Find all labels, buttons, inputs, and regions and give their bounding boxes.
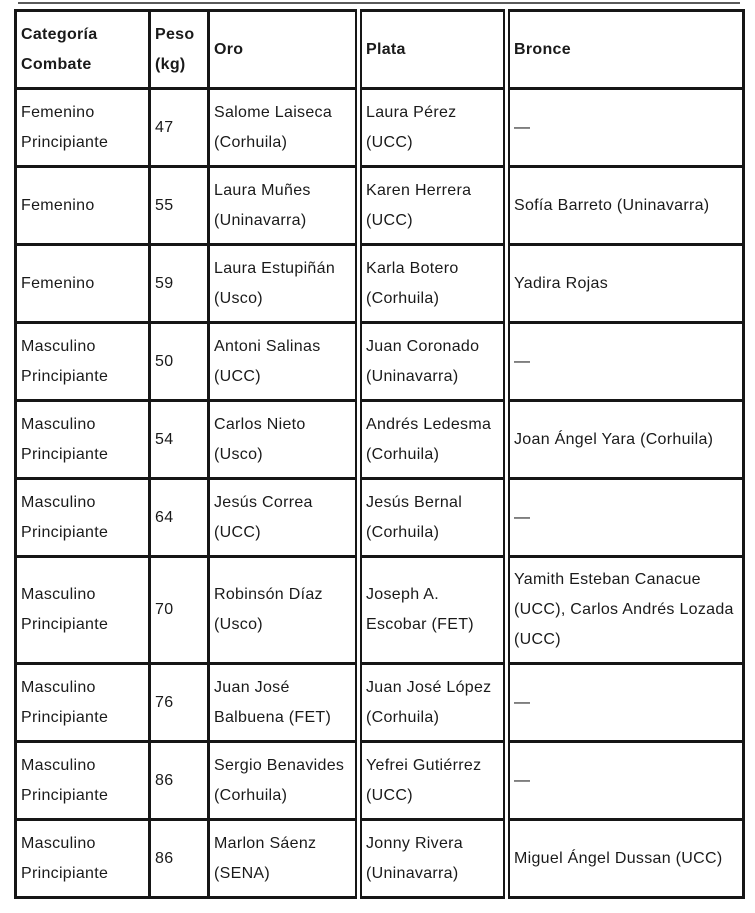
cell-categoria: Masculino Principiante [16,820,150,898]
column-header-bronce: Bronce [507,11,744,89]
cell-categoria: Masculino Principiante [16,664,150,742]
cell-categoria: Masculino Principiante [16,557,150,664]
cell-plata: Jesús Bernal (Corhuila) [359,479,507,557]
cell-bronce: Yadira Rojas [507,245,744,323]
cell-peso: 76 [150,664,209,742]
table-row [16,401,744,479]
cell-oro: Laura Estupiñán (Usco) [209,245,359,323]
cell-peso: 54 [150,401,209,479]
cell-categoria: Masculino Principiante [16,479,150,557]
column-header-plata: Plata [359,11,507,89]
header-row [16,11,744,89]
cell-peso: 64 [150,479,209,557]
table-row [16,742,744,820]
cell-bronce: — [507,479,744,557]
cell-bronce: — [507,89,744,167]
cell-peso: 55 [150,167,209,245]
cell-plata: Juan Coronado (Uninavarra) [359,323,507,401]
cell-categoria: Femenino [16,167,150,245]
cell-peso: 47 [150,89,209,167]
cell-oro: Carlos Nieto (Usco) [209,401,359,479]
cell-oro: Marlon Sáenz (SENA) [209,820,359,898]
column-header-peso: Peso (kg) [150,11,209,89]
cell-bronce: Yamith Esteban Canacue (UCC), Carlos Andrés Lozada (UCC) [507,557,744,664]
cell-categoria: Masculino Principiante [16,323,150,401]
cell-plata: Juan José López (Corhuila) [359,664,507,742]
cell-plata: Karen Herrera (UCC) [359,167,507,245]
cell-bronce: — [507,323,744,401]
table-row [16,167,744,245]
results-table [14,9,745,899]
table-row [16,820,744,898]
cell-oro: Antoni Salinas (UCC) [209,323,359,401]
cell-categoria: Masculino Principiante [16,742,150,820]
cell-bronce: — [507,664,744,742]
cell-plata: Jonny Rivera (Uninavarra) [359,820,507,898]
column-header-oro: Oro [209,11,359,89]
table-row [16,557,744,664]
cell-peso: 59 [150,245,209,323]
cell-categoria: Femenino Principiante [16,89,150,167]
cell-bronce: Joan Ángel Yara (Corhuila) [507,401,744,479]
cell-plata: Laura Pérez (UCC) [359,89,507,167]
cell-oro: Laura Muñes (Uninavarra) [209,167,359,245]
cell-oro: Juan José Balbuena (FET) [209,664,359,742]
column-header-categoria-combate: Categoría Combate [16,11,150,89]
cell-plata: Karla Botero (Corhuila) [359,245,507,323]
top-rule [18,2,740,4]
cell-bronce: Miguel Ángel Dussan (UCC) [507,820,744,898]
table-row [16,89,744,167]
cell-plata: Yefrei Gutiérrez (UCC) [359,742,507,820]
table-row [16,245,744,323]
cell-plata: Joseph A. Escobar (FET) [359,557,507,664]
cell-oro: Robinsón Díaz (Usco) [209,557,359,664]
table-row [16,479,744,557]
cell-categoria: Masculino Principiante [16,401,150,479]
cell-oro: Jesús Correa (UCC) [209,479,359,557]
cell-plata: Andrés Ledesma (Corhuila) [359,401,507,479]
cell-oro: Sergio Benavides (Corhuila) [209,742,359,820]
cell-peso: 86 [150,820,209,898]
cell-peso: 50 [150,323,209,401]
table-row [16,664,744,742]
cell-bronce: Sofía Barreto (Uninavarra) [507,167,744,245]
table-row [16,323,744,401]
cell-peso: 86 [150,742,209,820]
cell-peso: 70 [150,557,209,664]
cell-oro: Salome Laiseca (Corhuila) [209,89,359,167]
cell-categoria: Femenino [16,245,150,323]
cell-bronce: — [507,742,744,820]
